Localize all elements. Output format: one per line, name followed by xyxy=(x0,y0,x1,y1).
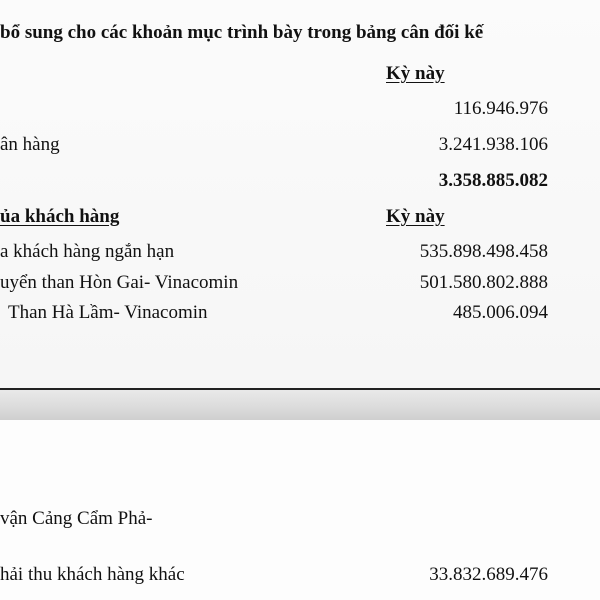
table2-row2-label: uyển than Hòn Gai- Vinacomin xyxy=(0,272,239,293)
page-gap xyxy=(0,390,600,420)
period-header-2: Kỳ này xyxy=(386,206,445,227)
table2-row3-value: 485.006.094 xyxy=(453,302,548,323)
table1-total-value: 3.358.885.082 xyxy=(438,170,548,191)
table1-row1-value: 116.946.976 xyxy=(453,98,548,119)
table2-title: ủa khách hàng xyxy=(0,206,120,227)
table1-row2-value: 3.241.938.106 xyxy=(438,134,548,155)
table2-row1-label: a khách hàng ngắn hạn xyxy=(0,241,175,262)
table2-row3-label: Than Hà Lầm- Vinacomin xyxy=(8,302,208,323)
document-page-bottom xyxy=(0,420,600,600)
table1-row2-label: ân hàng xyxy=(0,134,60,155)
table2-row2-value: 501.580.802.888 xyxy=(419,272,548,293)
table2-row1-value: 535.898.498.458 xyxy=(419,241,548,262)
bottom-row1-label: vận Cảng Cẩm Phả- xyxy=(0,508,153,529)
section-heading: bổ sung cho các khoản mục trình bày trong bảng cân đối kế xyxy=(0,22,484,43)
bottom-row2-value: 33.832.689.476 xyxy=(429,564,548,585)
bottom-row2-label: hải thu khách hàng khác xyxy=(0,564,185,585)
period-header-1: Kỳ này xyxy=(386,63,445,84)
